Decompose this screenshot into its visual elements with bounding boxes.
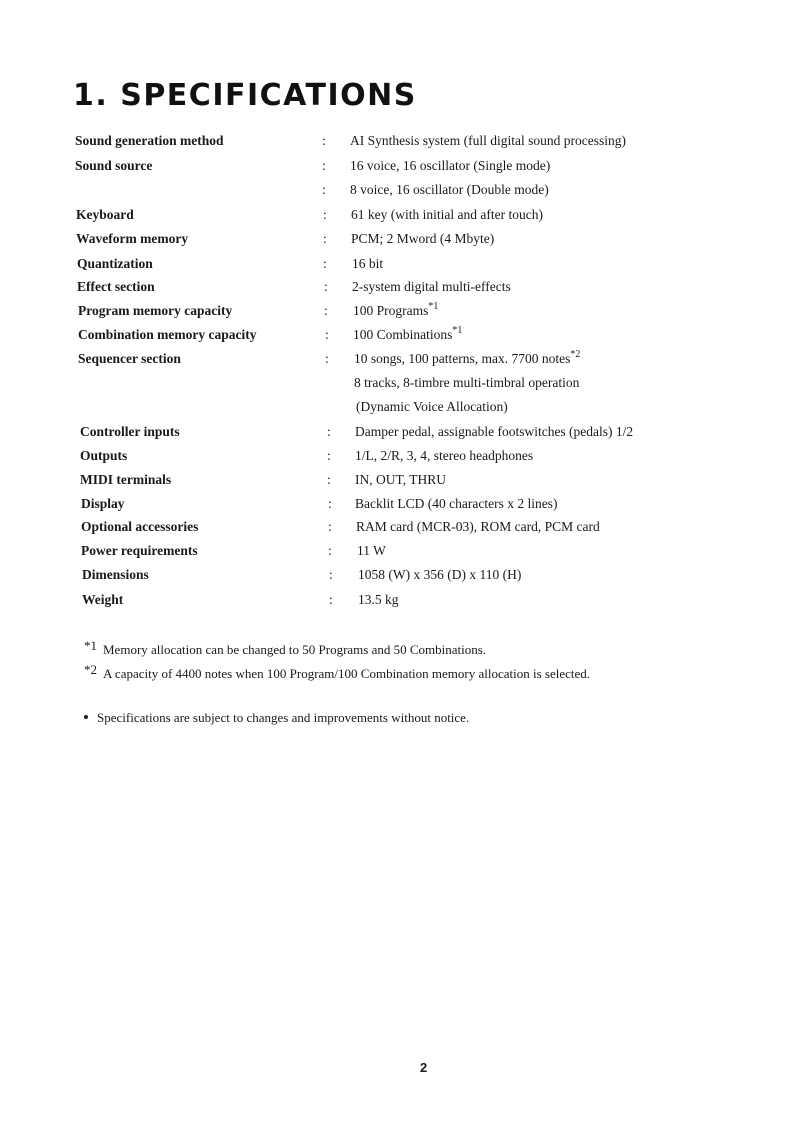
spec-value-text: 16 voice, 16 oscillator (Single mode) [350, 158, 551, 173]
spec-value-text: Damper pedal, assignable footswitches (pedals) 1/2 [355, 424, 634, 439]
footnote-reference: *1 [452, 325, 463, 336]
footnote-text: A capacity of 4400 notes when 100 Program/100 Combination memory allocation is selected. [103, 666, 591, 681]
spec-row [0, 421, 793, 443]
spec-value [351, 228, 494, 250]
spec-row [0, 469, 793, 491]
spec-colon: : [329, 592, 333, 607]
spec-colon: : [327, 472, 331, 487]
spec-row [0, 253, 793, 275]
spec-value [350, 179, 549, 201]
spec-row [0, 179, 793, 201]
spec-row [0, 564, 793, 586]
spec-colon: : [323, 207, 327, 222]
spec-colon: : [329, 567, 333, 582]
spec-label: Weight [82, 592, 124, 607]
spec-label: Keyboard [76, 207, 134, 222]
spec-colon: : [323, 256, 327, 271]
spec-row [0, 445, 793, 467]
spec-row [0, 540, 793, 562]
spec-value-text: 61 key (with initial and after touch) [351, 207, 543, 222]
spec-label: Optional accessories [81, 519, 199, 534]
spec-colon: : [322, 133, 326, 148]
spec-value [350, 130, 626, 152]
spec-row [0, 396, 793, 418]
spec-label: Sound generation method [75, 133, 224, 148]
spec-value [351, 204, 543, 226]
footnote-reference: *1 [428, 301, 439, 312]
spec-colon: : [327, 424, 331, 439]
spec-label: Sound source [75, 158, 153, 173]
spec-value [354, 348, 580, 370]
spec-value [352, 253, 383, 275]
spec-colon: : [325, 351, 329, 366]
spec-colon: : [328, 519, 332, 534]
spec-value-text: RAM card (MCR-03), ROM card, PCM card [356, 519, 600, 534]
spec-value-text: 1/L, 2/R, 3, 4, stereo headphones [355, 448, 534, 463]
spec-colon: : [322, 158, 326, 173]
spec-label: Effect section [77, 279, 155, 294]
spec-row [0, 324, 793, 346]
spec-label: Dimensions [82, 567, 149, 582]
spec-row [0, 372, 793, 394]
spec-value [358, 564, 521, 586]
spec-value-text: 13.5 kg [358, 592, 399, 607]
spec-colon: : [325, 327, 329, 342]
spec-label: Power requirements [81, 543, 198, 558]
spec-label: Program memory capacity [78, 303, 233, 318]
spec-value-text: 10 songs, 100 patterns, max. 7700 notes [354, 351, 571, 366]
spec-label: Controller inputs [80, 424, 180, 439]
spec-value [355, 445, 533, 467]
spec-value [353, 324, 462, 346]
page-number: 2 [420, 1060, 428, 1075]
spec-value [355, 493, 557, 515]
spec-row [0, 516, 793, 538]
footnote-mark: *1 [84, 638, 97, 653]
spec-value [358, 589, 399, 611]
spec-label: Display [81, 496, 125, 511]
spec-value-text: (Dynamic Voice Allocation) [356, 399, 508, 414]
footnote-mark: *2 [84, 662, 97, 677]
spec-colon: : [324, 279, 328, 294]
footnote-reference: *2 [570, 349, 581, 360]
spec-row [0, 589, 793, 611]
spec-colon: : [324, 303, 328, 318]
spec-label: Combination memory capacity [78, 327, 257, 342]
spec-value [353, 300, 438, 322]
spec-label: Sequencer section [78, 351, 181, 366]
spec-value-text: 1058 (W) x 356 (D) x 110 (H) [358, 567, 522, 582]
spec-row [0, 204, 793, 226]
spec-value-text: 8 voice, 16 oscillator (Double mode) [350, 182, 549, 197]
spec-row [0, 493, 793, 515]
spec-value-text: AI Synthesis system (full digital sound processing) [350, 133, 626, 148]
spec-value-text: PCM; 2 Mword (4 Mbyte) [351, 231, 495, 246]
spec-label: Waveform memory [76, 231, 189, 246]
page-title: 1. SPECIFICATIONS [73, 78, 417, 113]
spec-value [354, 372, 579, 394]
notice [84, 708, 469, 728]
bullet-icon [84, 715, 88, 719]
spec-value-text: 100 Combinations [353, 327, 453, 342]
spec-colon: : [328, 496, 332, 511]
footnote-2 [84, 660, 590, 684]
spec-value [355, 469, 446, 491]
spec-row [0, 300, 793, 322]
spec-row [0, 155, 793, 177]
spec-label: MIDI terminals [80, 472, 172, 487]
spec-colon: : [328, 543, 332, 558]
notice-text: Specifications are subject to changes and improvements without notice. [97, 710, 470, 725]
spec-row [0, 130, 793, 152]
spec-row [0, 228, 793, 250]
spec-row [0, 348, 793, 370]
spec-value [355, 421, 633, 443]
spec-value-text: 2-system digital multi-effects [352, 279, 511, 294]
spec-value-text: 11 W [357, 543, 386, 558]
spec-value [352, 276, 511, 298]
spec-value-text: 16 bit [352, 256, 384, 271]
spec-value [357, 540, 386, 562]
spec-value-text: 8 tracks, 8-timbre multi-timbral operation [354, 375, 580, 390]
spec-colon: : [322, 182, 326, 197]
spec-label: Outputs [80, 448, 128, 463]
spec-value-text: IN, OUT, THRU [355, 472, 446, 487]
spec-value [356, 396, 508, 418]
spec-colon: : [323, 231, 327, 246]
footnote-text: Memory allocation can be changed to 50 Programs and 50 Combinations. [103, 642, 487, 657]
spec-label: Quantization [77, 256, 153, 271]
spec-colon: : [327, 448, 331, 463]
spec-value-text: 100 Programs [353, 303, 429, 318]
spec-value [356, 516, 600, 538]
spec-value-text: Backlit LCD (40 characters x 2 lines) [355, 496, 558, 511]
spec-row [0, 276, 793, 298]
spec-value [350, 155, 550, 177]
footnote-1 [84, 636, 486, 660]
